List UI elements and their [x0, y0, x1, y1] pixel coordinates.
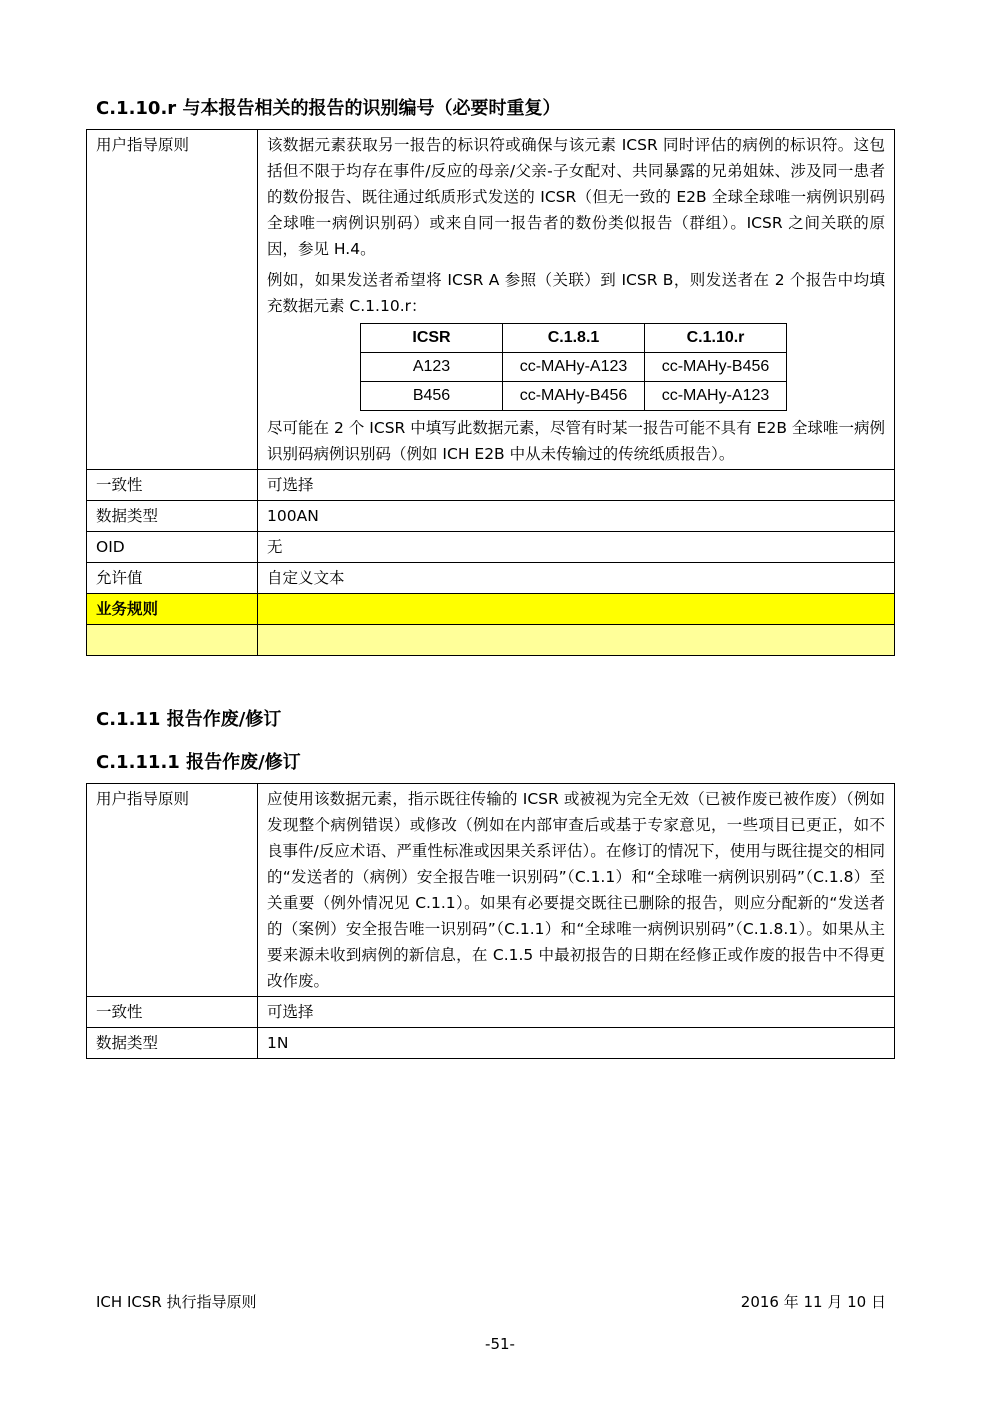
business-rules-label: 业务规则 [87, 594, 258, 625]
business-rules-empty-value [258, 625, 895, 656]
data-type-value: 100AN [258, 501, 895, 532]
guidance-paragraph-1: 该数据元素获取另一报告的标识符或确保与该元素 ICSR 同时评估的病例的标识符。这包括但不限于均存在事件/反应的母亲/父亲-子女配对、共同暴露的兄弟姐妹、涉及同一患者的数份报告、既往通过纸质形式发送的 ICSR（但无一致的 E2B 全球全球唯一病例识别码全球唯一病例识别码）或来自同一报告者的数份类似报告（群组）。ICSR 之间关联的原因，参见 H.4。 [267, 136, 885, 258]
user-guidance-content: 应使用该数据元素，指示既往传输的 ICSR 或被视为完全无效（已被作废已被作废）（例如发现整个病例错误）或修改（例如在内部审查后或基于专家意见，一些项目已更正，如不良事件/反应术语、严重性标准或因果关系评估）。在修订的情况下，使用与既往提交的相同的“发送者的（病例）安全报告唯一识别码”（C.1.1）和“全球唯一病例识别码”（C.1.8）至关重要（例外情况见 C.1.1）。如果有必要提交既往已删除的报告，则应分配新的“发送者的（案例）安全报告唯一识别码”（C.1.1）和“全球唯一病例识别码”（C.1.8.1）。如果从主要来源未收到病例的新信息，在 C.1.5 中最初报告的日期在经修正或作废的报告中不得更改作废。 [258, 784, 895, 997]
section-heading-c-1-10-r: C.1.10.r 与本报告相关的报告的识别编号（必要时重复） [96, 98, 561, 119]
example-table-row [361, 382, 787, 411]
row-business-rules-empty [87, 625, 895, 656]
conformance-label: 一致性 [87, 470, 258, 501]
row-user-guidance [87, 130, 895, 470]
section-heading-c-1-11: C.1.11 报告作废/修订 [96, 709, 282, 730]
row-data-type [87, 1028, 895, 1059]
row-allowed-values [87, 563, 895, 594]
allowed-values-value: 自定义文本 [258, 563, 895, 594]
row-conformance [87, 470, 895, 501]
row-conformance [87, 997, 895, 1028]
example-header-icsr: ICSR [361, 324, 503, 353]
example-cell: cc-MAHy-A123 [503, 353, 645, 382]
row-oid [87, 532, 895, 563]
business-rules-empty-label [87, 625, 258, 656]
conformance-label: 一致性 [87, 997, 258, 1028]
example-header-c110r: C.1.10.r [645, 324, 787, 353]
example-header-c181: C.1.8.1 [503, 324, 645, 353]
guidance-paragraph-2: 例如，如果发送者希望将 ICSR A 参照（关联）到 ICSR B，则发送者在 2 个报告中均填充数据元素 C.1.10.r： [267, 271, 885, 315]
example-cell: cc-MAHy-A123 [645, 382, 787, 411]
section-heading-c-1-11-1: C.1.11.1 报告作废/修订 [96, 752, 301, 773]
footer-date: 2016 年 11 月 10 日 [740, 1293, 886, 1311]
conformance-value: 可选择 [258, 997, 895, 1028]
user-guidance-content [258, 130, 895, 470]
guidance-paragraph-3: 尽可能在 2 个 ICSR 中填写此数据元素，尽管有时某一报告可能不具有 E2B 全球唯一病例识别码病例识别码（例如 ICH E2B 中从未传输过的传统纸质报告）。 [267, 419, 885, 463]
row-business-rules [87, 594, 895, 625]
spec-table-c-1-10-r [86, 129, 895, 656]
oid-label: OID [87, 532, 258, 563]
example-cell: cc-MAHy-B456 [503, 382, 645, 411]
spec-table-c-1-11-1 [86, 783, 895, 1059]
example-table-row [361, 353, 787, 382]
footer-document-title: ICH ICSR 执行指导原则 [96, 1293, 257, 1311]
example-cell: cc-MAHy-B456 [645, 353, 787, 382]
example-table-header [361, 324, 787, 353]
conformance-value: 可选择 [258, 470, 895, 501]
example-table [360, 323, 787, 411]
user-guidance-label: 用户指导原则 [87, 784, 258, 997]
example-cell: B456 [361, 382, 503, 411]
data-type-value: 1N [258, 1028, 895, 1059]
allowed-values-label: 允许值 [87, 563, 258, 594]
page-number: -51- [485, 1335, 515, 1353]
user-guidance-label: 用户指导原则 [87, 130, 258, 470]
row-data-type [87, 501, 895, 532]
example-cell: A123 [361, 353, 503, 382]
data-type-label: 数据类型 [87, 501, 258, 532]
oid-value: 无 [258, 532, 895, 563]
data-type-label: 数据类型 [87, 1028, 258, 1059]
business-rules-value [258, 594, 895, 625]
row-user-guidance [87, 784, 895, 997]
